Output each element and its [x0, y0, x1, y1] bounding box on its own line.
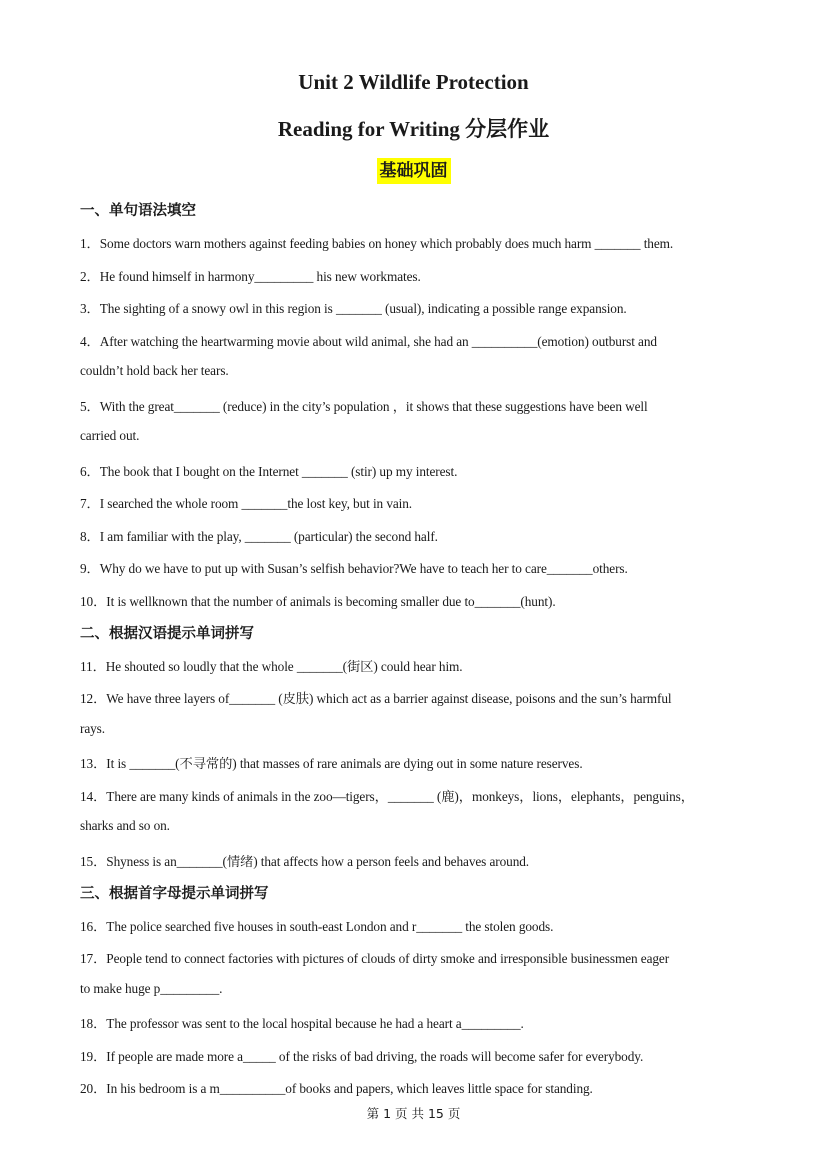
- question-line-continuation: rays.: [80, 721, 105, 736]
- question-line: 20．In his bedroom is a m__________of books and papers, which leaves little space for standing.: [80, 1081, 593, 1096]
- question-line: 18．The professor was sent to the local hospital because he had a heart a_________.: [80, 1016, 524, 1031]
- question-line: 6．The book that I bought on the Internet _______ (stir) up my interest.: [80, 464, 458, 479]
- question-line: 15．Shyness is an_______(情绪) that affects how a person feels and behaves around.: [80, 854, 530, 869]
- level-tag-wrap: [0, 158, 827, 184]
- question-line: 16．The police searched five houses in south-east London and r_______ the stolen goods.: [80, 919, 554, 934]
- question-line: 4．After watching the heartwarming movie about wild animal, she had an __________(emotion) outburst and: [80, 334, 657, 349]
- question-line: 10．It is wellknown that the number of animals is becoming smaller due to_______(hunt).: [80, 594, 556, 609]
- question-line: 14．There are many kinds of animals in the zoo—tigers，_______ (鹿)，monkeys，lions，elephants，penguins，: [80, 789, 694, 804]
- question-line-continuation: carried out.: [80, 428, 140, 443]
- level-tag: 基础巩固: [377, 158, 451, 184]
- question-line: 2．He found himself in harmony_________ his new workmates.: [80, 269, 421, 284]
- page-footer: 第 1 页 共 15 页: [366, 1106, 461, 1121]
- question-line: 12．We have three layers of_______ (皮肤) which act as a barrier against disease, poisons and the sun’s harmful: [80, 691, 672, 706]
- document-title: Unit 2 Wildlife Protection: [298, 70, 529, 94]
- question-line-continuation: couldn’t hold back her tears.: [80, 363, 229, 378]
- question-line: 1．Some doctors warn mothers against feeding babies on honey which probably does much harm _______ them.: [80, 236, 674, 251]
- question-line: 8．I am familiar with the play, _______ (particular) the second half.: [80, 529, 438, 544]
- section-heading-initial-letter: 三、根据首字母提示单词拼写: [80, 886, 269, 902]
- document-subtitle: Reading for Writing 分层作业: [277, 117, 550, 141]
- question-line: 13．It is _______(不寻常的) that masses of rare animals are dying out in some nature reserves.: [80, 756, 583, 771]
- section-heading-chinese-hint: 二、根据汉语提示单词拼写: [80, 626, 254, 642]
- question-line: 7．I searched the whole room _______the lost key, but in vain.: [80, 496, 413, 511]
- question-line: 11．He shouted so loudly that the whole _______(街区) could hear him.: [80, 659, 463, 674]
- question-line: 17．People tend to connect factories with pictures of clouds of dirty smoke and irresponsible businessmen eager: [80, 951, 670, 966]
- question-line-continuation: sharks and so on.: [80, 818, 170, 833]
- question-line: 3．The sighting of a snowy owl in this region is _______ (usual), indicating a possible range expansion.: [80, 301, 627, 316]
- section-heading-grammar: 一、单句语法填空: [80, 203, 196, 219]
- question-line: 9．Why do we have to put up with Susan’s selfish behavior?We have to teach her to care_______others.: [80, 561, 628, 576]
- question-line: 5．With the great_______ (reduce) in the city’s population ，it shows that these suggestions have been well: [80, 399, 648, 414]
- question-line: 19．If people are made more a_____ of the risks of bad driving, the roads will become safer for everybody.: [80, 1049, 644, 1064]
- question-line-continuation: to make huge p_________.: [80, 981, 223, 996]
